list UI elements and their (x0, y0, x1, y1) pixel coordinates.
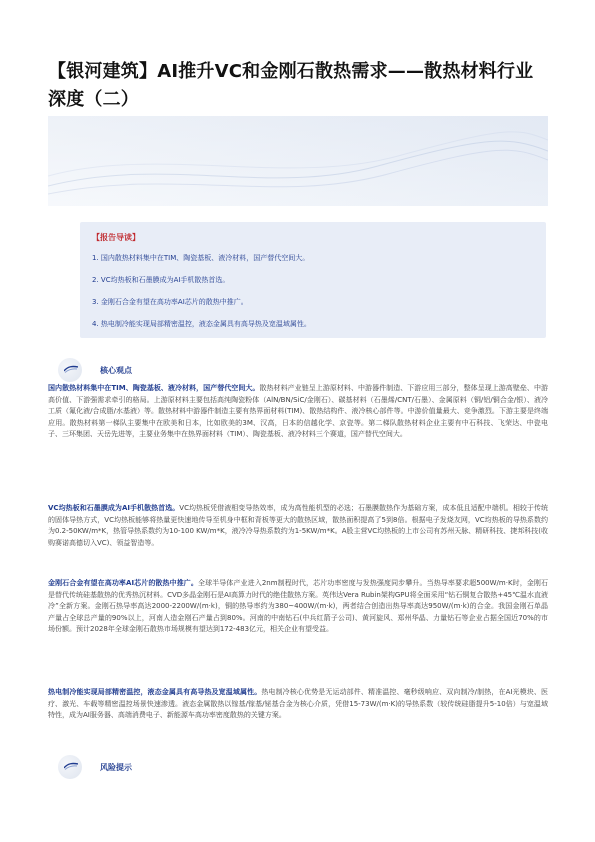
report-guide-heading: 【报告导读】 (92, 233, 140, 242)
paragraph-1 (48, 383, 548, 499)
paragraph-4-body: 热电制冷核心优势是无运动部件、精准温控、毫秒级响应、双向制冷/制热，在AI光模块、医疗、激光、车载等精密温控场景快速渗透。液态金属散热以镓基/镓基/铋基合金为核心介质，凭借15-73W/(m·K)的导热系数（较传统硅脂提升5-10倍）与宽温域特性，成为AI服务器、高端消费电子、新能源车高功率密度散热的关键方案。 (48, 688, 549, 720)
paragraph-3 (48, 578, 548, 682)
banner-wave-graphic (48, 116, 548, 206)
paragraph-2-body: VC均热板凭借液相变导热效率，成为高性能机型的必选；石墨膜散热作为基础方案，成本低且适配中端机。相较于传统的固体导热方式，VC均热板能够将热量更快速地传导至机身中框和背板等更大的散热区域，散热面积提高了5到8倍。根据电子发烧友网，VC均热板的导热系数约为0.2-50KW/m*K，热管导热系数约为10-100 KW/m*K，液冷冷导热系数约为1-5KW/m*K。A股主营VC均热板的上市公司有苏州天脉、精研科技、捷邦科技(收购赛诺高德切入VC)、领益智造等。 (48, 504, 548, 547)
paragraph-2-lead: VC均热板和石墨膜成为AI手机散热首选。 (48, 504, 180, 512)
guide-item-2: 2. VC均热板和石墨膜成为AI手机散热首选。 (92, 276, 230, 284)
paragraph-1-lead: 国内散热材料集中在TIM、陶瓷基板、液冷材料，国产替代空间大。 (48, 384, 260, 392)
paragraph-2 (48, 503, 548, 573)
guide-item-3: 3. 金刚石合金有望在高功率AI芯片的散热中推广。 (92, 298, 248, 306)
core-section-title: 核心观点 (100, 366, 132, 375)
header-banner (48, 116, 548, 206)
guide-item-4: 4. 热电制冷能实现局部精密温控，液态金属具有高导热及宽温域属性。 (92, 320, 311, 328)
paragraph-4-lead: 热电制冷能实现局部精密温控，液态金属具有高导热及宽温域属性。 (48, 688, 262, 696)
risk-section-title: 风险提示 (100, 763, 132, 772)
page-title: 【银河建筑】AI推升VC和金刚石散热需求——散热材料行业深度（二） (48, 61, 534, 110)
report-guide-box (80, 222, 546, 338)
paragraph-4 (48, 687, 548, 739)
swoosh-icon (64, 762, 78, 770)
paragraph-1-body: 散热材料产业链呈上游原材料、中游器件制造、下游应用三部分，整体呈现上游高壁垒、中游高价值、下游强需求牵引的格局。上游原材料主要包括高纯陶瓷粉体（AlN/BN/SiC/金刚石）、碳基材料（石墨烯/CNT/石墨）、金属原料（铜/铝/铜合金/银）、液冷工质（氟化液/合成脂/水基液）等。散热材料中游器件制造主要有热界面材料(TIM)、散热结构件、液冷核心部件等。中游价值量最大、竞争激烈。下游主要是终端应用。散热材料第一梯队主要集中在欧美和日本，比如欧美的3M、汉高，日本的信越化学、京瓷等。第二梯队散热材料企业主要有中石科技、飞荣达、中瓷电子、三环集团、天岳先进等，主要业务集中在热界面材料（TIM）、陶瓷基板、液冷材料三个赛道，国产替代空间大。 (48, 384, 548, 439)
paragraph-3-lead: 金刚石合金有望在高功率AI芯片的散热中推广。 (48, 579, 198, 587)
paragraph-3-body: 全球半导体产业进入2nm制程时代，芯片功率密度与发热强度同步攀升。当热导率要求超500W/m·K时，金刚石是替代传统硅基散热的优秀热沉材料。CVD多晶金刚石是AI高算力时代的绝佳散热方案。英伟达Vera Rubin架构GPU将全面采用“钻石铜复合散热+45℃温水直液冷”全新方案。金刚石热导率高达2000-2200W/(m·k)，铜的热导率约为380~400W/(m·k)，两者结合创造出热导率高达950W/(m·k)的合金。我国金刚石单晶产量占全球总产量的90%以上，河南人造金刚石产量占到80%。河南的中南钻石(中兵红箭子公司)、黄河旋风、郑州华晶、力量钻石等企业占据全国近70%的市场份额。预计2028年全球金刚石散热市场规模有望达到172-483亿元，相关企业有望受益。 (48, 579, 549, 634)
swoosh-icon (64, 365, 78, 373)
guide-item-1: 1. 国内散热材料集中在TIM、陶瓷基板、液冷材料，国产替代空间大。 (92, 254, 310, 262)
